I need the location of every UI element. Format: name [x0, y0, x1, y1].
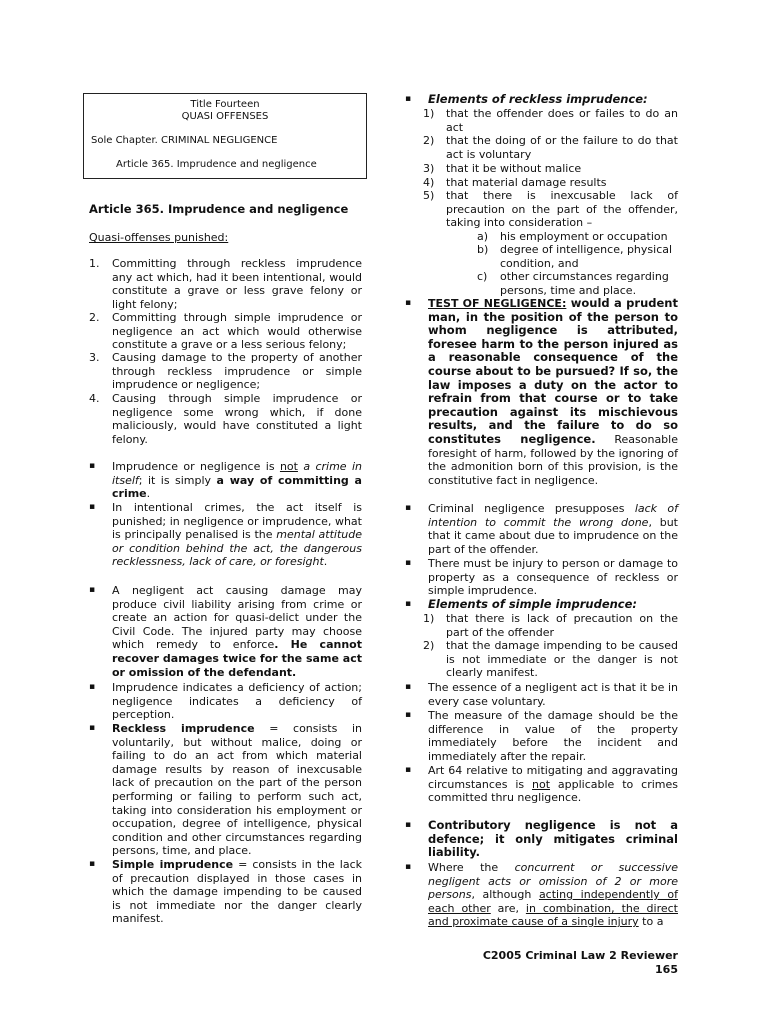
title-fourteen: Title Fourteen: [190, 99, 260, 110]
article-line: Article 365. Imprudence and negligence: [116, 159, 317, 170]
page-number: 165: [655, 963, 678, 976]
title-box: [83, 93, 367, 179]
title-quasi-offenses: QUASI OFFENSES: [181, 111, 269, 122]
numbered-item-3: 3. Causing damage to the property of another through reckless imprudence or simple imprudence or negligence;: [89, 351, 362, 392]
quasi-offenses-subheading: Quasi-offenses punished:: [89, 231, 229, 244]
numbered-item-2: 2. Committing through simple imprudence or negligence an act which would otherwise constitute a grave or a less serious felony;: [89, 311, 362, 352]
footer-reviewer-title: C2005 Criminal Law 2 Reviewer: [482, 949, 678, 962]
numbered-item-1: 1. Committing through reckless imprudence any act which, had it been intentional, would constitute a grave or less grave felony or light felony;: [89, 257, 362, 311]
chapter-line: Sole Chapter. CRIMINAL NEGLIGENCE: [91, 135, 278, 146]
numbered-item-4: 4. Causing through simple imprudence or negligence some wrong which, if done maliciously, would have constituted a light felony.: [89, 392, 362, 446]
article-heading: Article 365. Imprudence and negligence: [89, 202, 349, 216]
